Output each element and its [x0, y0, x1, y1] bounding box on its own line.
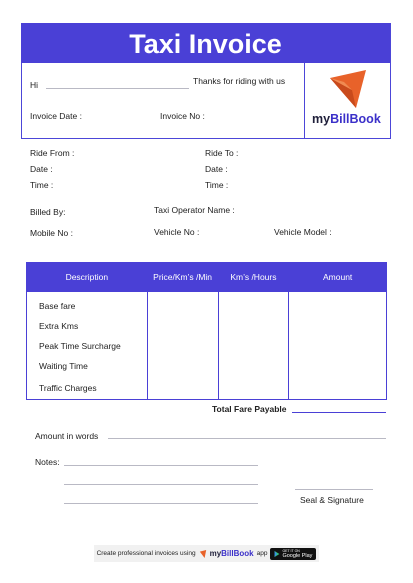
promo-brand-main: BillBook [221, 549, 254, 558]
promo-text: Create professional invoices using [96, 550, 196, 557]
amount-cell[interactable] [289, 292, 387, 317]
google-play-badge[interactable] [270, 548, 316, 560]
amount-cell[interactable] [289, 356, 387, 376]
logo-brand-main: BillBook [330, 112, 381, 126]
price-cell[interactable] [147, 336, 218, 356]
table-row [27, 356, 387, 376]
amount-cell[interactable] [289, 376, 387, 400]
row-description: Traffic Charges [27, 376, 148, 400]
promo-brand-prefix: my [209, 549, 222, 558]
amount-in-words-line[interactable] [108, 438, 386, 439]
kms-cell[interactable] [218, 336, 289, 356]
invoice-date-label: Invoice Date : [30, 111, 82, 121]
col-amount: Amount [289, 263, 387, 292]
notes-line[interactable] [64, 503, 258, 504]
mybillbook-small-logo-icon [199, 550, 207, 558]
promo-suffix: app [256, 550, 268, 557]
col-description: Description [27, 263, 148, 292]
kms-cell[interactable] [218, 292, 289, 317]
kms-cell[interactable] [218, 356, 289, 376]
ride-to-label: Ride To : [205, 148, 239, 158]
header-divider [304, 63, 305, 138]
vehicle-model-label: Vehicle Model : [274, 227, 332, 237]
store-small-text: GET IT ON [282, 548, 300, 553]
mybillbook-logo-icon [326, 68, 368, 110]
notes-line[interactable] [64, 484, 258, 485]
promo-brand [210, 549, 254, 558]
kms-cell[interactable] [218, 376, 289, 400]
ride-from-label: Ride From : [30, 148, 75, 158]
amount-in-words-label: Amount in words [35, 431, 99, 441]
mobile-no-label: Mobile No : [30, 228, 73, 238]
amount-cell[interactable] [289, 316, 387, 336]
thanks-text: Thanks for riding with us [193, 76, 286, 86]
billed-by-label: Billed By: [30, 207, 66, 217]
logo-brand-prefix: my [312, 112, 331, 126]
row-description: Base fare [27, 292, 148, 317]
price-cell[interactable] [147, 316, 218, 336]
table-header-row [27, 263, 387, 292]
customer-name-line[interactable] [46, 88, 189, 89]
table-row [27, 336, 387, 356]
table-row [27, 292, 387, 317]
row-description: Extra Kms [27, 316, 148, 336]
total-fare-label: Total Fare Payable [212, 404, 287, 414]
amount-cell[interactable] [289, 336, 387, 356]
col-price: Price/Km’s /Min [147, 263, 218, 292]
price-cell[interactable] [147, 292, 218, 317]
row-description: Waiting Time [27, 356, 148, 376]
price-cell[interactable] [147, 376, 218, 400]
seal-signature-label: Seal & Signature [300, 495, 364, 505]
table-row [27, 316, 387, 336]
invoice-title: Taxi Invoice [21, 23, 390, 63]
invoice-no-label: Invoice No : [160, 111, 205, 121]
logo-wordmark [312, 112, 381, 126]
promo-footer[interactable] [94, 545, 319, 562]
fare-table [26, 262, 387, 400]
price-cell[interactable] [147, 356, 218, 376]
play-store-icon [274, 551, 280, 557]
store-name-text: Google Play [282, 552, 313, 559]
notes-line[interactable] [64, 465, 258, 466]
notes-label: Notes: [35, 457, 60, 467]
signature-line[interactable] [295, 489, 373, 490]
kms-cell[interactable] [218, 316, 289, 336]
col-kms-hours: Km’s /Hours [218, 263, 289, 292]
vehicle-no-label: Vehicle No : [154, 227, 200, 237]
to-time-label: Time : [205, 180, 229, 190]
total-fare-line[interactable] [292, 412, 386, 413]
hi-label: Hi [30, 80, 39, 90]
table-row [27, 376, 387, 400]
from-time-label: Time : [30, 180, 54, 190]
to-date-label: Date : [205, 164, 228, 174]
from-date-label: Date : [30, 164, 53, 174]
row-description: Peak Time Surcharge [27, 336, 148, 356]
operator-name-label: Taxi Operator Name : [154, 205, 235, 215]
